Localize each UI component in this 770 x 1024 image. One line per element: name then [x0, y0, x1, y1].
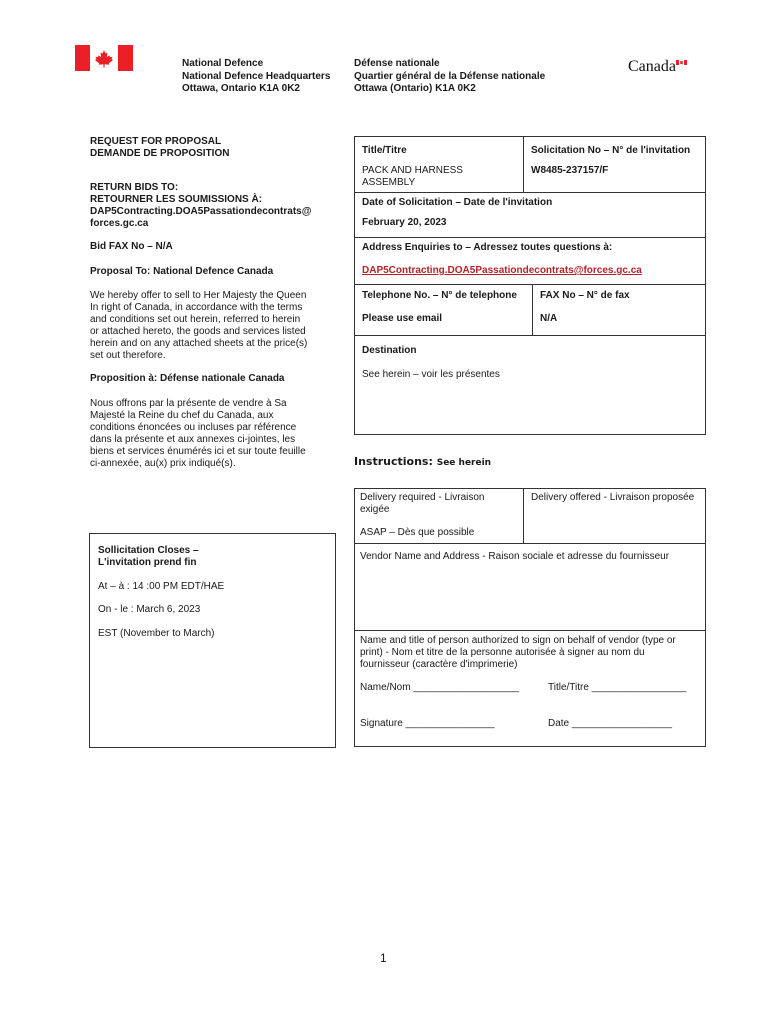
- destination-value: See herein – voir les présentes: [362, 369, 500, 380]
- vendor-name-address: Vendor Name and Address - Raison sociale et adresse du fournisseur: [360, 551, 670, 562]
- header-fr-line: Ottawa (Ontario) K1A 0K2: [354, 83, 476, 94]
- delivery-asap: ASAP – Dès que possible: [360, 527, 475, 538]
- rfp-title: [90, 136, 229, 160]
- offer-fr-line: ci-annexée, au(x) prix indiqué(s).: [90, 458, 236, 469]
- bid-fax: Bid FAX No – N/A: [90, 241, 173, 252]
- divider: [354, 335, 706, 336]
- header-fr-line: Quartier général de la Défense nationale: [354, 70, 546, 82]
- offer-english: [90, 290, 307, 362]
- closing-time: At – à : 14 :00 PM EDT/HAE: [98, 581, 225, 592]
- wordmark-flag-icon: [676, 60, 687, 65]
- title-field[interactable]: Title/Titre _________________: [548, 682, 687, 693]
- date-field[interactable]: Date __________________: [548, 718, 673, 729]
- fax-label: FAX No – N° de fax: [540, 290, 630, 301]
- divider: [354, 192, 706, 193]
- delivery-required: [360, 492, 485, 516]
- phone-label: Telephone No. – N° de telephone: [362, 290, 517, 301]
- divider: [354, 630, 706, 631]
- closing-title-line: L'invitation prend fin: [98, 557, 197, 568]
- offer-en-line: or attached hereto, the goods and services listed: [90, 326, 306, 337]
- header-fr-line: Défense nationale: [354, 58, 440, 69]
- header-en-line: National Defence: [182, 58, 264, 69]
- destination-label: Destination: [362, 345, 417, 356]
- title-value-line: PACK AND HARNESS: [362, 165, 463, 176]
- closing-date: On - le : March 6, 2023: [98, 604, 201, 615]
- offer-en-line: We hereby offer to sell to Her Majesty the Queen: [90, 290, 307, 301]
- page-number: 1: [380, 951, 387, 965]
- fax-value: N/A: [540, 313, 558, 324]
- date-value: February 20, 2023: [362, 217, 447, 228]
- closing-timezone: EST (November to March): [98, 628, 215, 639]
- header-french-address: [354, 58, 545, 96]
- enquiries-label: Address Enquiries to – Adressez toutes questions à:: [362, 242, 613, 253]
- instructions: [354, 455, 491, 468]
- instructions-label: Instructions:: [354, 455, 433, 468]
- rfp-title-line: DEMANDE DE PROPOSITION: [90, 148, 230, 159]
- auth-note-line: print) - Nom et titre de la personne autorisée à signer au nom du: [360, 647, 645, 658]
- closing-title-line: Sollicitation Closes –: [98, 545, 199, 556]
- solicitation-number: W8485-237157/F: [531, 165, 609, 176]
- divider: [354, 237, 706, 238]
- canada-flag-logo: [75, 45, 133, 71]
- name-field[interactable]: Name/Nom ___________________: [360, 682, 520, 693]
- offer-en-line: In right of Canada, in accordance with the terms: [90, 302, 303, 313]
- authorized-signer-note: [360, 635, 676, 671]
- signature-field[interactable]: Signature ________________: [360, 718, 495, 729]
- return-bids: [90, 182, 311, 230]
- delivery-offered: Delivery offered - Livraison proposée: [531, 492, 695, 503]
- delivery-required-line: Delivery required - Livraison: [360, 492, 485, 503]
- divider: [532, 284, 533, 336]
- offer-en-line: set out therefore.: [90, 350, 166, 361]
- divider: [523, 136, 524, 193]
- offer-fr-line: Majesté la Reine du chef du Canada, aux: [90, 410, 274, 421]
- header-en-line: Ottawa, Ontario K1A 0K2: [182, 83, 300, 94]
- auth-note-line: fournisseur (caractère d'imprimerie): [360, 659, 518, 670]
- enquiries-email-link[interactable]: DAP5Contracting.DOA5Passationdecontrats@forces.gc.ca: [362, 265, 642, 276]
- divider: [523, 488, 524, 544]
- return-bids-email: DAP5Contracting.DOA5Passationdecontrats@: [90, 206, 312, 217]
- title-label: Title/Titre: [362, 145, 407, 156]
- delivery-required-line: exigée: [360, 504, 390, 515]
- return-bids-line: RETURN BIDS TO:: [90, 182, 179, 193]
- phone-value: Please use email: [362, 313, 443, 324]
- divider: [354, 543, 706, 544]
- proposal-to: Proposal To: National Defence Canada: [90, 266, 274, 277]
- divider: [354, 284, 706, 285]
- closing-title: [98, 545, 199, 569]
- offer-french: [90, 398, 306, 470]
- title-value: [362, 165, 463, 189]
- proposition: Proposition à: Défense nationale Canada: [90, 373, 285, 384]
- instructions-value: See herein: [436, 458, 492, 468]
- header-en-line: National Defence Headquarters: [182, 70, 331, 82]
- return-bids-line: RETOURNER LES SOUMISSIONS À:: [90, 194, 263, 205]
- return-bids-email: forces.gc.ca: [90, 218, 149, 229]
- date-label: Date of Solicitation – Date de l'invitation: [362, 197, 553, 208]
- offer-en-line: and conditions set out herein, referred to herein: [90, 314, 301, 325]
- offer-fr-line: Nous offrons par la présente de vendre à Sa: [90, 398, 287, 409]
- offer-fr-line: biens et services énumérés ici et sur toute feuille: [90, 446, 306, 457]
- rfp-title-line: REQUEST FOR PROPOSAL: [90, 136, 222, 147]
- header-english-address: [182, 58, 330, 96]
- solicitation-label: Solicitation No – N° de l'invitation: [531, 145, 691, 156]
- offer-en-line: herein and on any attached sheets at the price(s): [90, 338, 308, 349]
- canada-wordmark: Canada: [628, 58, 676, 75]
- auth-note-line: Name and title of person authorized to sign on behalf of vendor (type or: [360, 635, 676, 646]
- offer-fr-line: dans la présente et aux annexes ci-jointes, les: [90, 434, 296, 445]
- offer-fr-line: conditions énoncées ou incluses par référence: [90, 422, 297, 433]
- title-value-line: ASSEMBLY: [362, 177, 416, 188]
